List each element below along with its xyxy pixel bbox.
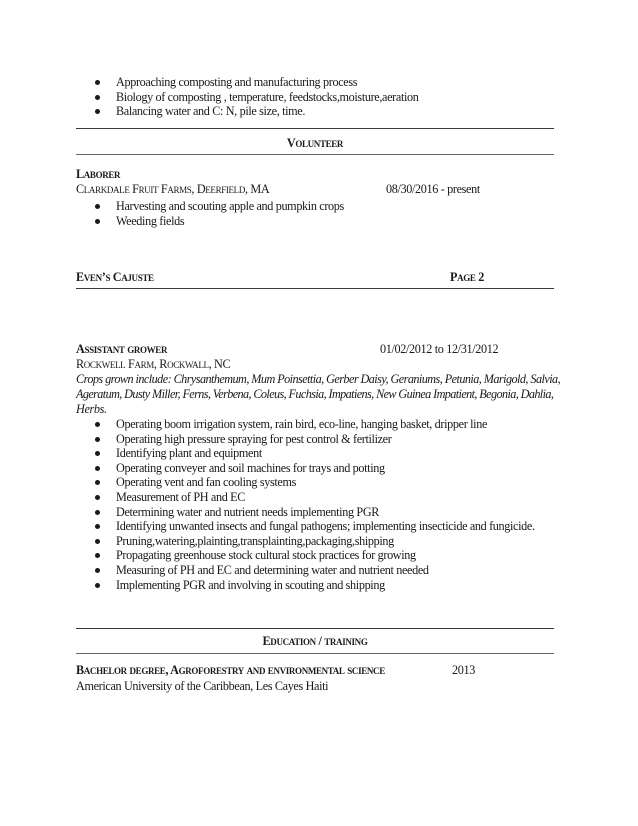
list-item: Identifying unwanted insects and fungal pathogens; implementing insecticide and fungicide. bbox=[90, 519, 535, 534]
composting-bullet-list bbox=[90, 75, 419, 119]
education-heading: Education / training bbox=[262, 634, 368, 648]
list-item: Measurement of PH and EC bbox=[90, 490, 535, 505]
list-item: Weeding fields bbox=[90, 214, 344, 229]
list-item: Identifying plant and equipment bbox=[90, 446, 535, 461]
list-item: Pruning,watering,plainting,transplainting,packaging,shipping bbox=[90, 534, 535, 549]
crops-description: Herbs. bbox=[76, 402, 107, 416]
job-dates: 08/30/2016 - present bbox=[386, 182, 480, 196]
section-divider bbox=[76, 628, 554, 629]
list-item: Biology of composting , temperature, feedstocks,moisture,aeration bbox=[90, 90, 419, 105]
list-item: Balancing water and C: N, pile size, time. bbox=[90, 104, 419, 119]
list-item: Harvesting and scouting apple and pumpkin crops bbox=[90, 199, 344, 214]
section-divider bbox=[76, 653, 554, 654]
section-divider bbox=[76, 128, 554, 129]
header-divider bbox=[76, 288, 554, 289]
page-header-name: Even’s Cajuste bbox=[76, 270, 154, 284]
job-dates: 01/02/2012 to 12/31/2012 bbox=[380, 342, 499, 356]
list-item: Operating boom irrigation system, rain bird, eco-line, hanging basket, dripper line bbox=[90, 417, 535, 432]
crops-description: Ageratum, Dusty Miller, Ferns, Verbena, Coleus, Fuchsia, Impatiens, New Guinea Impatient, Begonia, Dahlia, bbox=[76, 387, 554, 401]
degree: Bachelor degree, Agroforestry and environmental science bbox=[76, 663, 385, 677]
employer: Clarkdale Fruit Farms, Deerfield, MA bbox=[76, 182, 270, 196]
list-item: Operating vent and fan cooling systems bbox=[90, 475, 535, 490]
job-title: Assistant grower bbox=[76, 342, 168, 356]
graduation-year: 2013 bbox=[452, 663, 475, 677]
list-item: Operating high pressure spraying for pest control & fertilizer bbox=[90, 432, 535, 447]
section-divider bbox=[76, 154, 554, 155]
school: American University of the Caribbean, Les Cayes Haiti bbox=[76, 679, 329, 693]
job-title: Laborer bbox=[76, 167, 121, 181]
list-item: Propagating greenhouse stock cultural stock practices for growing bbox=[90, 548, 535, 563]
page-number: Page 2 bbox=[450, 270, 484, 284]
list-item: Approaching composting and manufacturing process bbox=[90, 75, 419, 90]
volunteer-bullet-list bbox=[90, 199, 344, 228]
assistant-bullet-list bbox=[90, 417, 535, 592]
list-item: Implementing PGR and involving in scouting and shipping bbox=[90, 578, 535, 593]
crops-description: Crops grown include: Chrysanthemum, Mum Poinsettia, Gerber Daisy, Geraniums, Petunia, Marigold, Salvia, bbox=[76, 372, 561, 386]
list-item: Operating conveyer and soil machines for trays and potting bbox=[90, 461, 535, 476]
volunteer-heading: Volunteer bbox=[286, 136, 344, 150]
employer: Rockwell Farm, Rockwall, NC bbox=[76, 357, 231, 371]
list-item: Measuring of PH and EC and determining water and nutrient needed bbox=[90, 563, 535, 578]
list-item: Determining water and nutrient needs implementing PGR bbox=[90, 505, 535, 520]
